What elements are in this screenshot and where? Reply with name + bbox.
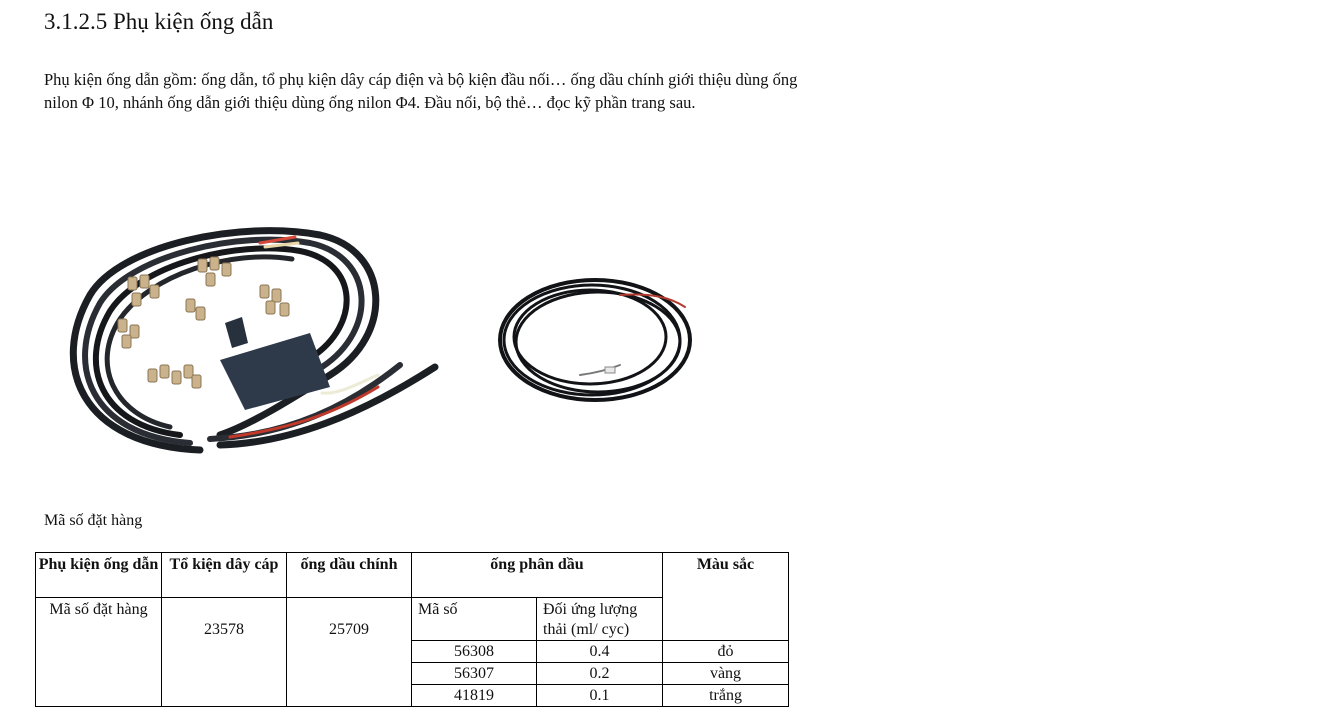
color-value: vàng [663,663,789,685]
header-cable-kit: Tổ kiện dây cáp [162,553,287,598]
color-value: trắng [663,685,789,707]
mounting-plate [220,317,330,410]
product-photo [60,215,720,465]
subheader-discharge: Đối ứng lượng thải (ml/ cyc) [537,598,663,641]
header-branch-pipe: ống phân dầu [412,553,663,598]
discharge-value: 0.4 [537,641,663,663]
intro-paragraph: Phụ kiện ống dẫn gồm: ống dẫn, tổ phụ kiện dây cáp điện và bộ kiện đầu nối… ống dầu chính giới thiệu dùng ống nilon Φ 10, nhánh ống dẫn giới thiệu dùng ống nilon Φ4. Đầu nối, bộ thẻ… đọc kỹ phần trang sau. [44,70,798,112]
cable-coil-photo [500,280,690,400]
header-main-pipe: ống dầu chính [287,553,412,598]
subheader-code: Mã số [412,598,537,641]
branch-code: 56308 [412,641,537,663]
cable-kit-code: 23578 [162,598,287,707]
order-code-table [35,552,789,707]
section-heading: 3.1.2.5 Phụ kiện ống dẫn [44,9,274,34]
discharge-value: 0.1 [537,685,663,707]
main-pipe-code: 25709 [287,598,412,707]
header-color: Màu sắc [663,553,789,641]
discharge-value: 0.2 [537,663,663,685]
branch-code: 41819 [412,685,537,707]
color-value: đỏ [663,641,789,663]
branch-code: 56307 [412,663,537,685]
table-header-row [36,553,789,598]
order-code-label: Mã số đặt hàng [44,512,143,529]
row-label: Mã số đặt hàng [36,598,162,707]
header-accessory: Phụ kiện ống dẫn [36,553,162,598]
